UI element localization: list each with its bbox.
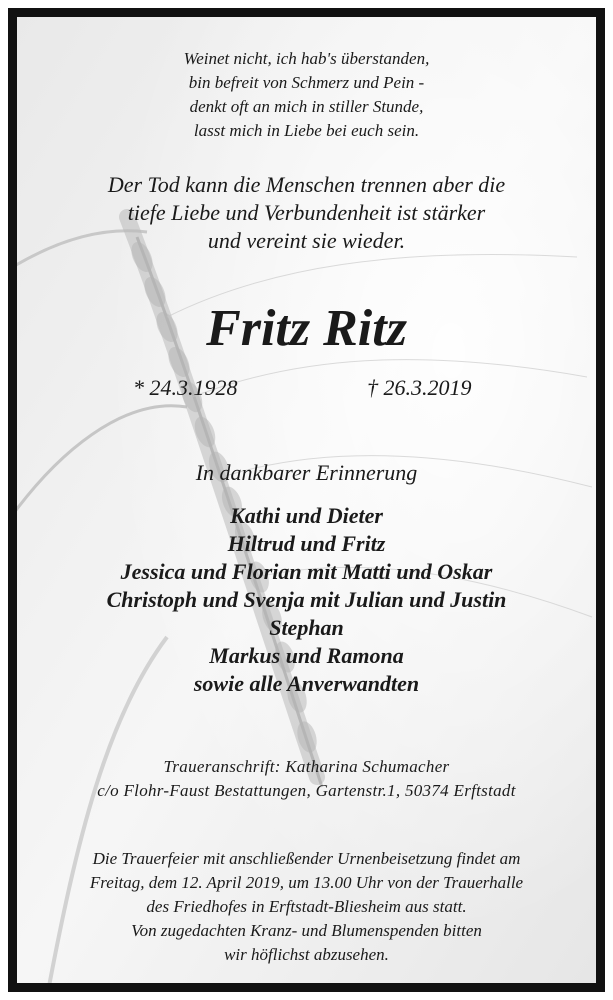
birth-date: * 24.3.1928: [133, 375, 238, 400]
poem-line: bin befreit von Schmerz und Pein -: [188, 73, 425, 92]
obituary-text: [17, 17, 596, 983]
mourner-line: Stephan: [269, 615, 344, 640]
notice-line: wir höflichst abzusehen.: [224, 945, 389, 964]
notice-line: Freitag, dem 12. April 2019, um 13.00 Uhr von der Trauerhalle: [89, 873, 524, 892]
quote-line: Der Tod kann die Menschen trennen aber die: [107, 172, 506, 197]
mourner-line: Markus und Ramona: [209, 643, 404, 668]
mourner-line: Christoph und Svenja mit Julian und Justin: [106, 587, 507, 612]
poem-line: denkt oft an mich in stiller Stunde,: [189, 97, 424, 116]
memory-line: In dankbarer Erinnerung: [195, 460, 418, 485]
notice-line: Von zugedachten Kranz- und Blumenspenden bitten: [131, 921, 482, 940]
address-line: Traueranschrift: Katharina Schumacher: [163, 757, 450, 776]
notice-line: Die Trauerfeier mit anschließender Urnenbeisetzung findet am: [92, 849, 521, 868]
poem-line: Weinet nicht, ich hab's überstanden,: [183, 49, 430, 68]
quote-line: und vereint sie wieder.: [207, 228, 406, 253]
poem-line: lasst mich in Liebe bei euch sein.: [193, 121, 420, 140]
mourner-line: Kathi und Dieter: [230, 503, 383, 528]
address-line: c/o Flohr-Faust Bestattungen, Gartenstr.1, 50374 Erftstadt: [97, 781, 516, 800]
mourner-line: sowie alle Anverwandten: [193, 671, 420, 696]
deceased-name: Fritz Ritz: [206, 300, 407, 357]
quote-line: tiefe Liebe und Verbundenheit ist stärker: [127, 200, 486, 225]
obituary-card: [8, 8, 605, 992]
notice-line: des Friedhofes in Erftstadt-Bliesheim aus statt.: [146, 897, 467, 916]
mourner-line: Hiltrud und Fritz: [227, 531, 386, 556]
mourner-line: Jessica und Florian mit Matti und Oskar: [120, 559, 493, 584]
death-date: † 26.3.2019: [367, 375, 472, 400]
